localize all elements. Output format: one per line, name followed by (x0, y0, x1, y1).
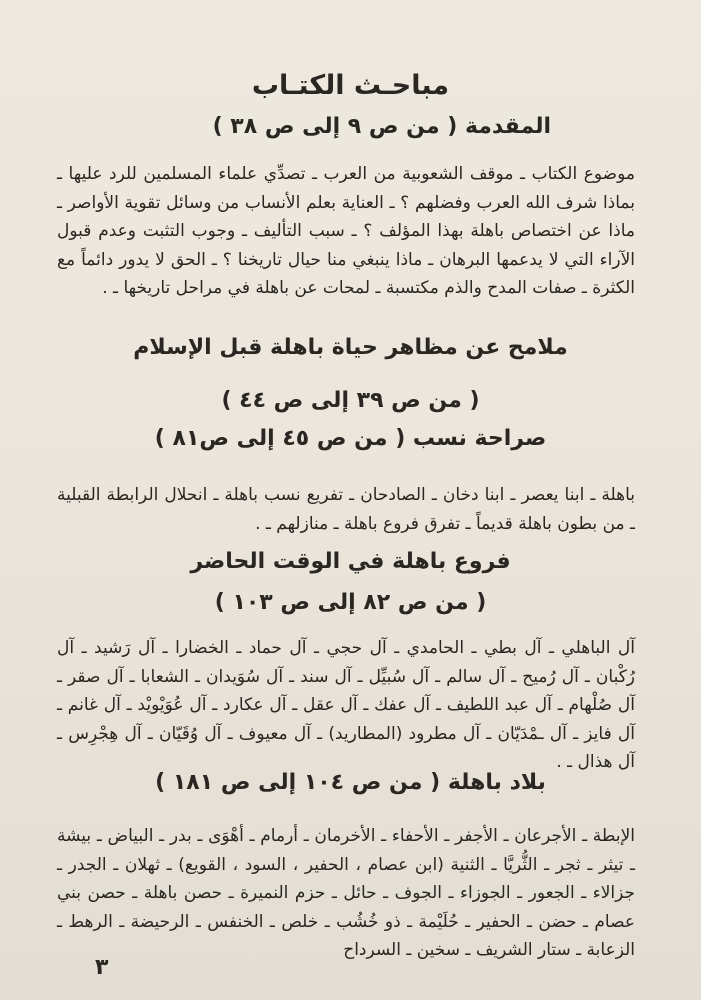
section-body-lands: الإبطة ـ الأجرعان ـ الأجفر ـ الأحفاء ـ الأخرمان ـ أرمام ـ أهْوَى ـ بدر ـ البياض ـ بيشة ـ تيثر ـ ثجر ـ الثُّريَّا ـ الثنية (ابن عصام ، الحفير ، السود ، القويع) ـ ثهلان ـ الجدر ـ جزالاء ـ الجعور ـ الجوزاء ـ الجوف ـ حائل ـ حزم النميرة ـ حصن باهلة ـ حصن بني عصام ـ حضن ـ الحفير ـ حُلَيْمة ـ ذو خُشُب ـ خلص ـ الخنفس ـ الرحيضة ـ الرهط ـ الزعابة ـ ستار الشريف ـ سخين ـ السرداح (57, 826, 635, 960)
section-subheading-branches: ( من ص ٨٢ إلى ص ١٠٣ ) (214, 590, 487, 615)
section-heading-branches: فروع باهلة في الوقت الحاضر (190, 549, 511, 574)
section-subheading-pre-islam: ( من ص ٣٩ إلى ص ٤٤ ) (221, 388, 480, 413)
section-heading-lands: بلاد باهلة ( من ص ١٠٤ إلى ص ١٨١ ) (155, 770, 546, 795)
page-title: مباحـث الكتـاب (251, 70, 450, 101)
section-body-branches: آل الباهلي ـ آل بطي ـ الحامدي ـ آل حجي ـ آل حماد ـ الخضارا ـ آل رَشيد ـ آل رُكْبان ـ آل رُميح ـ آل سالم ـ آل سُبيِّل ـ آل سند ـ آل سُوَيدان ـ الشعابا ـ آل صقر ـ آل صُلْهام ـ آل عبد اللطيف ـ آل عفك ـ آل عقل ـ آل عكارد ـ آل عُوَيْويْد ـ آل غانم ـ آل فايز ـ آل ـمْدَيّان ـ آل مطرود (المطاريد) ـ آل معيوف ـ آل وُقَيّان ـ آل هِجْرِس ـ آل هذال ـ . (57, 638, 635, 772)
section-body-introduction: موضوع الكتاب ـ موقف الشعوبية من العرب ـ تصدِّي علماء المسلمين للرد عليها ـ بماذا شرف الله العرب وفضلهم ؟ ـ العناية بعلم الأنساب من وسائل تقوية الأواصر ـ ماذا عن اختصاص باهلة بهذا المؤلف ؟ ـ سبب التأليف ـ وجوب التثبت وعدم قبول الآراء التي لا يدعمها البرهان ـ ماذا ينبغي منا حيال تاريخنا ؟ ـ الحق لا يدور دائماً مع الكثرة ـ صفات المدح والذم مكتسبة ـ لمحات عن باهلة في مراحل تاريخها ـ . (57, 164, 635, 298)
section-heading-pre-islam: ملامح عن مظاهر حياة باهلة قبل الإسلام (133, 335, 568, 360)
page-number: ٣ (95, 955, 109, 980)
section-heading-introduction: المقدمة ( من ص ٩ إلى ص ٣٨ ) (212, 114, 551, 139)
section-body-lineage: باهلة ـ ابنا يعصر ـ ابنا دخان ـ الصادحان ـ تفريع نسب باهلة ـ انحلال الرابطة القبلية ـ من بطون باهلة قديماً ـ تفرق فروع باهلة ـ منازلهم ـ . (57, 485, 635, 534)
section-heading-lineage: صراحة نسب ( من ص ٤٥ إلى ص٨١ ) (154, 426, 547, 451)
